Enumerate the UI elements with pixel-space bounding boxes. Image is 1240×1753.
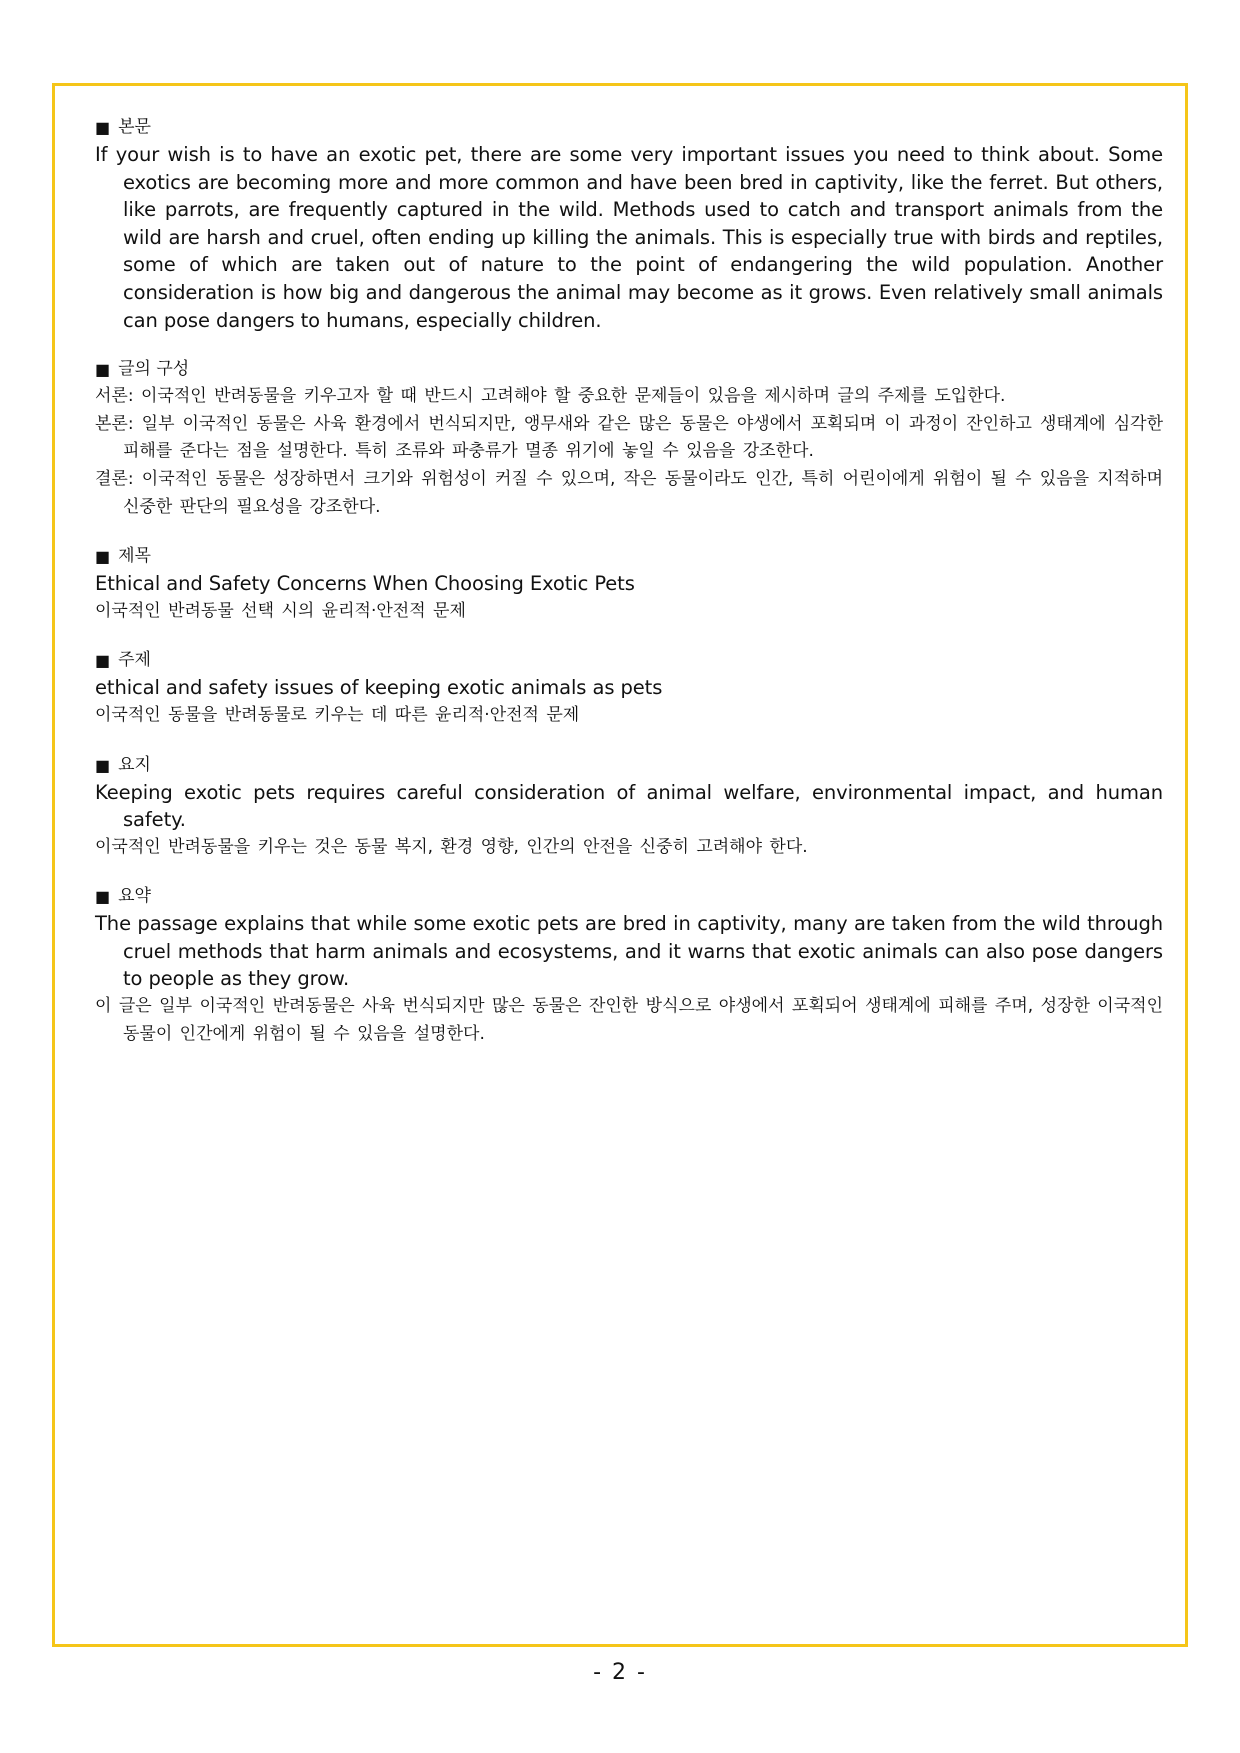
topic-korean: 이국적인 동물을 반려동물로 키우는 데 따른 윤리적·안전적 문제	[95, 704, 580, 725]
heading-label: 요지	[118, 754, 151, 775]
square-bullet-icon: ■	[95, 360, 111, 380]
passage-text: If your wish is to have an exotic pet, there are some very important issues you need to think about. Some exotics are becoming more and more common and have been bred in captivity, like the ferret. But others, like parrots, are frequently captured in the wild. Methods used to catch and transport animals from the wild are harsh and cruel, often ending up killing the animals. This is especially true with birds and reptiles, some of which are taken out of nature to the point of endangering the wild population. Another consideration is how big and dangerous the animal may become as it grows. Even relatively small animals can pose dangers to humans, especially children.	[95, 143, 1163, 332]
square-bullet-icon: ■	[95, 755, 111, 775]
gist-korean: 이국적인 반려동물을 키우는 것은 동물 복지, 환경 영향, 인간의 안전을 신중히 고려해야 한다.	[95, 836, 808, 857]
square-bullet-icon: ■	[95, 887, 111, 907]
title-english: Ethical and Safety Concerns When Choosing Exotic Pets	[95, 572, 635, 596]
square-bullet-icon: ■	[95, 118, 111, 137]
title-korean: 이국적인 반려동물 선택 시의 윤리적·안전적 문제	[95, 600, 466, 621]
section-heading	[95, 543, 1163, 570]
gist-english: Keeping exotic pets requires careful consideration of animal welfare, environmental impact, and human safety.	[95, 780, 1163, 832]
heading-label: 주제	[118, 650, 151, 671]
section-heading	[95, 883, 1163, 910]
section-structure	[95, 356, 1163, 521]
section-topic	[95, 647, 1163, 729]
topic-english: ethical and safety issues of keeping exotic animals as pets	[95, 676, 663, 700]
section-title	[95, 543, 1163, 625]
square-bullet-icon: ■	[95, 547, 111, 567]
section-heading	[95, 114, 1163, 141]
section-heading	[95, 647, 1163, 674]
heading-label: 제목	[118, 546, 151, 567]
structure-body: 본론: 일부 이국적인 동물은 사육 환경에서 번식되지만, 앵무새와 같은 많은 동물은 야생에서 포획되며 이 과정이 잔인하고 생태계에 심각한 피해를 준다는 점을 설명한다. 특히 조류와 파충류가 멸종 위기에 놓일 수 있음을 강조한다.	[95, 413, 1163, 462]
heading-label: 본문	[118, 117, 151, 137]
summary-english: The passage explains that while some exotic pets are bred in captivity, many are taken from the wild through cruel methods that harm animals and ecosystems, and it warns that exotic animals can also pose dangers to people as they grow.	[95, 912, 1163, 991]
structure-intro: 서론: 이국적인 반려동물을 키우고자 할 때 반드시 고려해야 할 중요한 문제들이 있음을 제시하며 글의 주제를 도입한다.	[95, 386, 1006, 407]
square-bullet-icon: ■	[95, 651, 111, 671]
heading-label: 글의 구성	[118, 359, 190, 380]
section-gist	[95, 752, 1163, 862]
section-heading	[95, 752, 1163, 779]
section-summary	[95, 883, 1163, 1048]
section-passage	[95, 114, 1163, 334]
structure-conclusion: 결론: 이국적인 동물은 성장하면서 크기와 위험성이 커질 수 있으며, 작은 동물이라도 인간, 특히 어린이에게 위험이 될 수 있음을 지적하며 신중한 판단의 필요성을 강조한다.	[95, 468, 1163, 517]
section-heading	[95, 356, 1163, 383]
page-number: - 2 -	[593, 1660, 647, 1685]
page-frame	[52, 83, 1188, 1647]
summary-korean: 이 글은 일부 이국적인 반려동물은 사육 번식되지만 많은 동물은 잔인한 방식으로 야생에서 포획되어 생태계에 피해를 주며, 성장한 이국적인 동물이 인간에게 위험이 될 수 있음을 설명한다.	[95, 996, 1163, 1044]
heading-label: 요약	[118, 886, 151, 907]
page-content	[95, 114, 1163, 1070]
